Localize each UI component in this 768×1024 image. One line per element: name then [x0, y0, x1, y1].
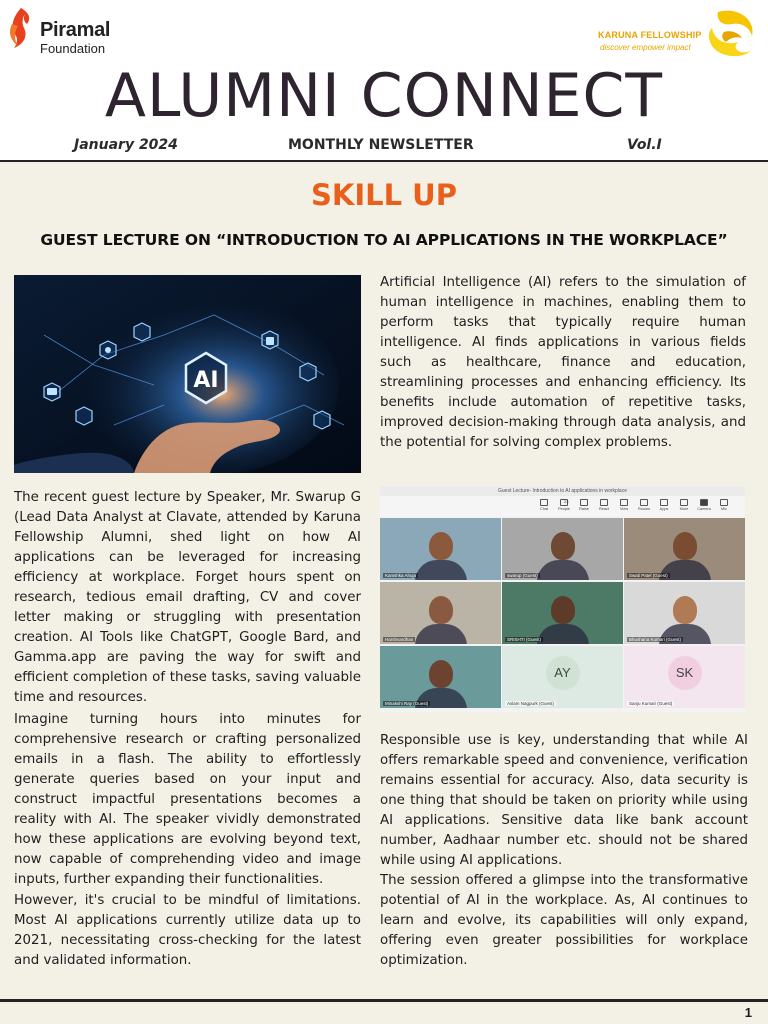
- ai-illustration-graphic: [14, 275, 361, 473]
- participant-tile: [380, 518, 501, 580]
- fellowship-tagline: discover empower impact: [600, 43, 691, 52]
- more-icon: [680, 499, 688, 506]
- participant-video: [673, 532, 697, 560]
- participant-tile: [502, 518, 623, 580]
- fellowship-swirl-icon: [704, 6, 758, 60]
- org-sub: Foundation: [40, 41, 106, 56]
- participant-video: [551, 532, 575, 560]
- participant-video: [429, 660, 453, 688]
- meeting-title: Guest Lecture- Introduction to AI applications in workplace: [498, 488, 627, 494]
- toolbar-more-button[interactable]: [675, 498, 693, 514]
- toolbar-label: Rooms: [637, 507, 651, 511]
- toolbar-react-button[interactable]: [595, 498, 613, 514]
- karuna-fellowship-logo: [598, 6, 758, 60]
- header: [0, 0, 768, 162]
- ai-label: AI: [193, 368, 219, 393]
- participant-name: Aslam Nagpurk (Guest): [507, 701, 555, 706]
- participant-body: [415, 560, 467, 580]
- toolbar-label: People: [558, 507, 570, 511]
- participant-avatar: SK: [668, 656, 702, 690]
- people-count: 23: [564, 499, 569, 504]
- newsletter-label: MONTHLY NEWSLETTER: [288, 137, 474, 153]
- paragraph-lecture: The recent guest lecture by Speaker, Mr. Swarup G (Lead Data Analyst at Clavate, attended by Karuna Fellowship Alumni, shed light on how AI applications can be leveraged for increasing efficiency at workplace. Forget hours spent on research, tedious email drafting, CV and cover letter making or struggling with presentation creation. AI Tools like ChatGPT, Google Bard, and Gamma.app are paving the way for swift and efficient completion of these tasks, saving valuable time and resources.: [14, 490, 361, 705]
- mic-icon: [720, 499, 728, 506]
- toolbar-mic-button[interactable]: [715, 498, 733, 514]
- paragraph-responsible: Responsible use is key, understanding that while AI offers remarkable speed and convenience, verification remains essential for accuracy. Also, data security is one thing that should be taken on priority while using AI applications. Sensitive data like bank account number, Aadhaar number etc. should not be shared while using AI applications.: [380, 733, 748, 868]
- participant-tile: [380, 582, 501, 644]
- participant-tile: [624, 582, 745, 644]
- participant-tile: [380, 646, 501, 708]
- toolbar-label: Chat: [539, 507, 549, 511]
- section-title: SKILL UP: [310, 178, 457, 212]
- camera-icon: [700, 499, 708, 506]
- participant-name: swarup (Guest): [507, 573, 538, 578]
- meeting-titlebar: [380, 486, 745, 496]
- participant-name: Kanishka Ahuja: [385, 573, 417, 578]
- participant-tile: [624, 646, 745, 708]
- meeting-screenshot: [380, 486, 745, 712]
- raise-icon: [580, 499, 588, 506]
- participant-name: SRISHTI (Guest): [507, 637, 542, 642]
- participant-name: Harshvardhan: [385, 637, 414, 642]
- participant-tile: [502, 646, 623, 708]
- participant-body: [415, 624, 467, 644]
- toolbar-label: Mic: [721, 507, 727, 511]
- org-name: Piramal: [40, 19, 111, 41]
- piramal-logo: [6, 6, 110, 55]
- paragraph-however: However, it's crucial to be mindful of limitations. Most AI applications currently utilize data up to 2021, necessitating cross-checking for the latest and validated information.: [14, 893, 361, 968]
- ai-hand-illustration: [14, 275, 361, 473]
- toolbar-label: Raise: [579, 507, 589, 511]
- toolbar-view-button[interactable]: [615, 498, 633, 514]
- apps-icon: [660, 499, 668, 506]
- participant-name: Sanju Kumari (Guest): [629, 701, 673, 706]
- section-subheading: GUEST LECTURE ON “INTRODUCTION TO AI APPLICATIONS IN THE WORKPLACE”: [40, 231, 728, 249]
- participant-video: [429, 532, 453, 560]
- participant-video: [429, 596, 453, 624]
- participant-name: Swati Patel (Guest): [629, 573, 668, 578]
- participant-body: [537, 624, 589, 644]
- toolbar-label: Camera: [697, 507, 711, 511]
- paragraph-imagine: Imagine turning hours into minutes for comprehensive research or crafting personalized emails in a flash. The ability to effortlessly generate queries based on your input and construct impactful presentations becomes a reality with AI. The speaker vividly demonstrated how these applications are evolving beyond text, now capable of comprehending video and image inputs, further expanding their functionalities.: [14, 712, 361, 887]
- participant-name: Bhushana Kumari (Guest): [629, 637, 682, 642]
- participant-video: [551, 596, 575, 624]
- participant-video: [673, 596, 697, 624]
- participant-tile: [502, 582, 623, 644]
- react-icon: [600, 499, 608, 506]
- volume-label: Vol.I: [627, 137, 662, 153]
- participant-body: [537, 560, 589, 580]
- toolbar-rooms-button[interactable]: [635, 498, 653, 514]
- paragraph-intro: Artificial Intelligence (AI) refers to the simulation of human intelligence in machines, enabling them to perform tasks that typically require human intelligence. AI finds applications in various fields such as healthcare, finance and education, streamlining processes and enhancing efficiency. Its benefits include automation of repetitive tasks, improved decision-making through data analysis, and the potential for solving complex problems.: [380, 275, 746, 450]
- fellowship-name: KARUNA FELLOWSHIP: [598, 30, 702, 40]
- toolbar-camera-button[interactable]: [695, 498, 713, 514]
- chat-icon: [540, 499, 548, 506]
- participant-tile: [624, 518, 745, 580]
- toolbar-raise-button[interactable]: [575, 498, 593, 514]
- view-icon: [620, 499, 628, 506]
- newsletter-title: ALUMNI CONNECT: [104, 61, 664, 131]
- toolbar-label: View: [619, 507, 629, 511]
- meeting-toolbar: [380, 496, 745, 516]
- issue-date: January 2024: [74, 137, 178, 153]
- toolbar-apps-button[interactable]: [655, 498, 673, 514]
- participant-name: Minakshi Ray (Guest): [385, 701, 429, 706]
- page-number: 1: [744, 1005, 752, 1020]
- participant-avatar: AY: [546, 656, 580, 690]
- header-divider: [0, 160, 768, 162]
- toolbar-label: Apps: [659, 507, 669, 511]
- toolbar-label: React: [599, 507, 609, 511]
- toolbar-label: More: [679, 507, 689, 511]
- paragraph-session: The session offered a glimpse into the transformative potential of AI in the workplace. As, AI continues to learn and evolve, its capabilities will only expand, offering even greater possibilities for workplace optimization.: [380, 873, 748, 968]
- footer-divider: [0, 999, 768, 1002]
- toolbar-chat-button[interactable]: [535, 498, 553, 514]
- rooms-icon: [640, 499, 648, 506]
- piramal-flame-icon: [6, 6, 36, 52]
